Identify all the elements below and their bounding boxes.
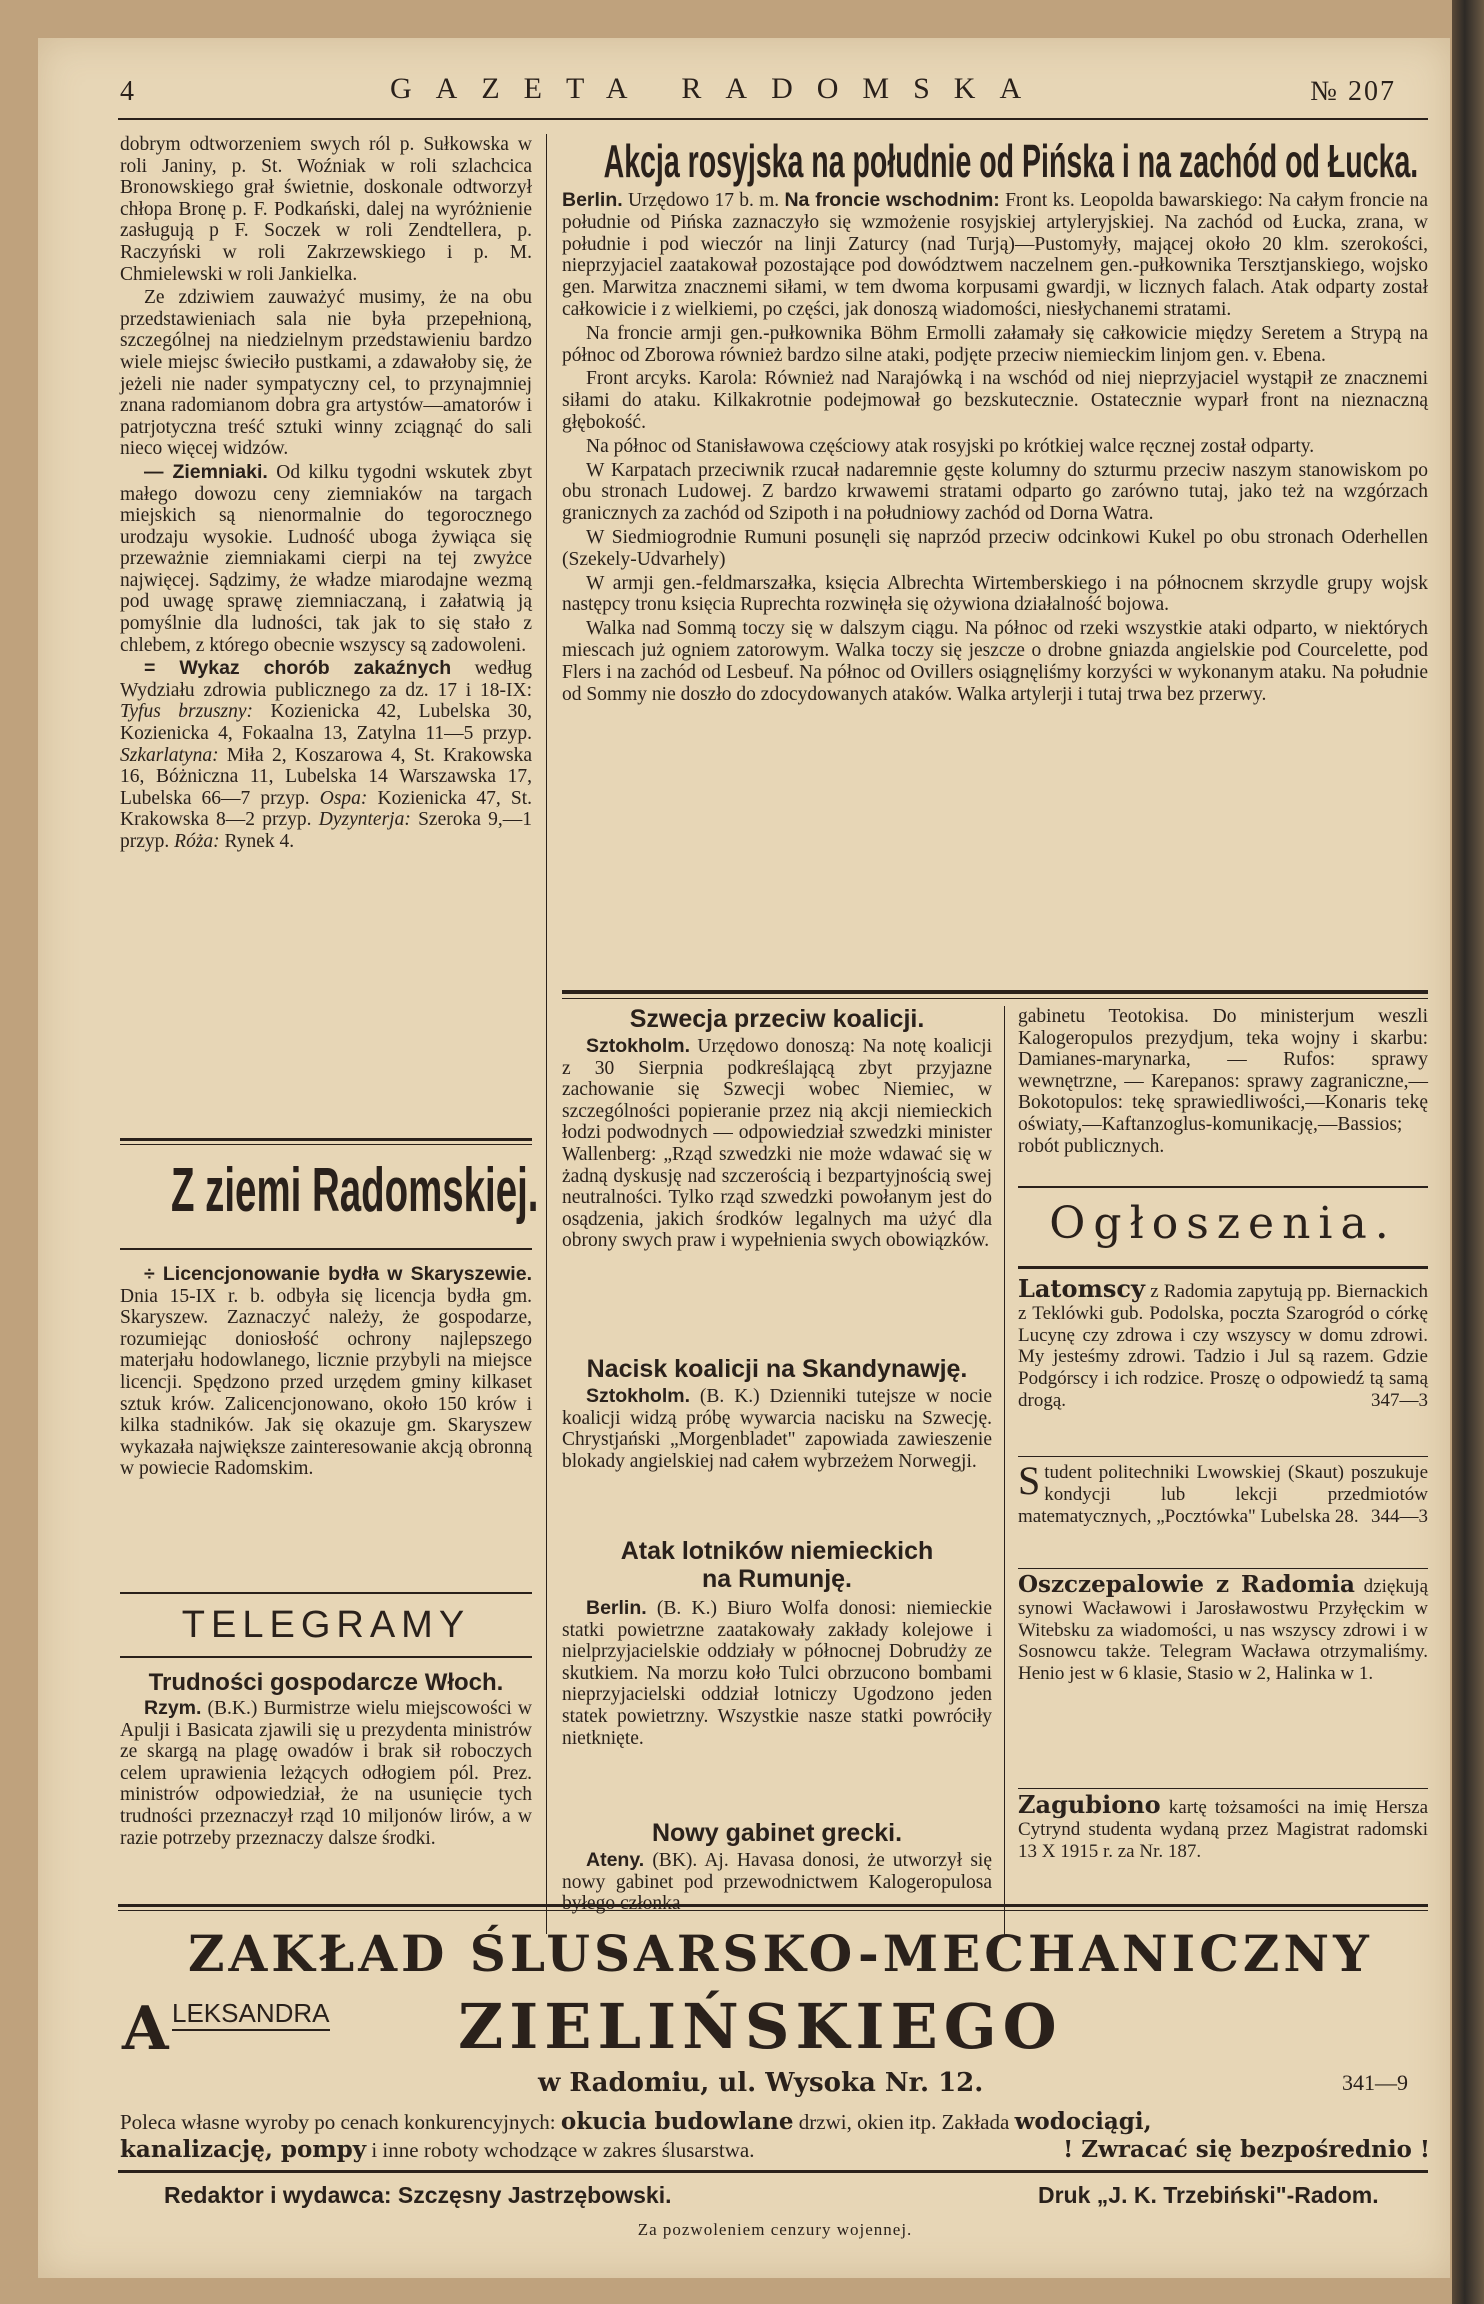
ospa-label: Ospa: xyxy=(319,787,368,809)
licencjonowanie-item xyxy=(120,1264,532,1480)
nacisk-dateline: Sztokholm. xyxy=(586,1385,691,1407)
szwecja-dateline: Sztokholm. xyxy=(586,1035,691,1057)
akcja-paragraph-3: Front arcyks. Karola: Również nad Narajówką i na wschód od niej nieprzyjaciel wystąpił ze znacznemi siłami do ataku. Kilkakrotnie podejmował go bezskutecznie. Ostatecznie wyparł front na nieznaczną głębokość. xyxy=(562,368,1428,433)
banner-top-rule-2 xyxy=(118,1910,1428,1911)
left-column xyxy=(120,134,532,855)
trudnosci-column xyxy=(120,1698,532,1851)
ospa-addresses: Kozienicka 47, St. Krakowska 8—2 przyp. xyxy=(120,787,532,831)
banner-line5-kanalizacje: kanalizację, pompy xyxy=(120,2136,367,2163)
atak-column xyxy=(562,1598,992,1751)
left-divider-3 xyxy=(120,1248,532,1250)
trudnosci-dateline: Rzym. xyxy=(144,1697,202,1719)
banner-line4 xyxy=(120,2108,1430,2135)
banner-line5-zwracac: ! Zwracać się bezpośrednio ! xyxy=(1063,2136,1430,2163)
gabinet-dateline: Ateny. xyxy=(586,1849,645,1871)
szwecja-text: Urzędowo donoszą: Na notę koalicji z 30 Sierpnia podkreślającą zbyt przyjazne zachowanie się Szwecji wobec Niemiec, w szczególności popieranie przez nią akcji niemieckich łodzi podwodnych — odpowiedział szwedzki minister Wallenberg: „Rząd szwedzki nie może wdawać się w żadną dyskusję nad szczerością i bezpartyjnością swej neutralności. Tylko rząd szwedzki powołanym jest do osądzenia, jakich środków legalnych ma użyć dla obrony swych praw i wypełnienia swych obowiązków. xyxy=(562,1036,993,1252)
telegramy-top-rule xyxy=(120,1592,532,1594)
ad-latomscy xyxy=(1018,1274,1428,1412)
ogloszenia-top-rule xyxy=(1018,1186,1428,1188)
ad-zagubiono-lead: Zagubiono xyxy=(1018,1790,1161,1819)
akcja-lead: Urzędowo 17 b. m. xyxy=(627,190,780,211)
licencjonowanie-text: Dnia 15-IX r. b. odbyła się licencja bydła gm. Skaryszew. Zaznaczyć należy, że gospodarze, rozumiejąc doniosłość ochrony najlepszego materjału hodowlanego, licznie przybyli na miejsce licencji. Spędzono przed urzędem gminy kilkaset sztuk krów. Zalicencjonowano, około 150 krów i kilka stadników. Jak się okazuje gm. Skaryszew wykazała największe zainteresowanie akcją obronną w powiecie Radomskim. xyxy=(120,1285,532,1480)
telegramy-bottom-rule xyxy=(120,1656,532,1658)
licencjonowanie-column xyxy=(120,1264,532,1482)
banner-line4-okucia: okucia budowlane xyxy=(560,2108,794,2135)
trudnosci-text: (B.K.) Burmistrze wielu miejscowości w Apulji i Basicata zjawili się u prezydenta ministrów ze skargą na plagę owadów i brak sił roboczych celem uprawienia leżących odłogiem pól. Prez. ministrów odpowiedział, że na usunięcie tych trudności przeznaczył rząd 10 miljonów lirów, a w razie potrzeby przeznaczy dalsze środki. xyxy=(120,1698,532,1849)
choroby-item xyxy=(120,658,532,852)
ogloszenia-title: Ogłoszenia. xyxy=(1049,1198,1397,1249)
akcja-article xyxy=(562,190,1428,707)
akcja-paragraph-5: W Karpatach przeciwnik rzucał nadaremnie gęste kolumny do szturmu przeciw naszym stanowiskom po obu stronach Ludowej. Z bardzo krwawemi stratami odparto go zarówno tutaj, jako też na wzgórzach granicznych za zachód od Szipoth i na południowy zachód od Dorna Watra. xyxy=(562,459,1428,525)
footer-censor: Za pozwoleniem cenzury wojennej. xyxy=(637,2220,913,2239)
newspaper-title: GAZETA RADOMSKA xyxy=(390,72,1046,105)
ad-latomscy-text: z Radomia zapytują pp. Biernackich z Teklówki gub. Podolska, poczta Szarogród o córkę Lucynę czy zdrowa i czy wszyscy w domu zdrowi. My jesteśmy zdrowi. Tadzio i Jul są razem. Gdzie Podgórscy i ich rodzice. Proszę o odpowiedź tą samą drogą. xyxy=(1018,1281,1428,1411)
szwecja-title: Szwecja przeciw koalicji. xyxy=(629,1005,925,1033)
choroby-source: według Wydziału zdrowia publicznego za dz. 17 i 18-IX: xyxy=(120,658,532,701)
szkarlatyna-label: Szkarlatyna: xyxy=(120,744,219,766)
newspaper-page xyxy=(38,38,1450,2278)
dyzynterja-addresses: Szeroka 9,—1 przyp. xyxy=(120,809,532,852)
issue-number: № 207 xyxy=(1310,76,1396,107)
roza-addresses: Rynek 4. xyxy=(224,831,295,852)
theatre-review-paragraph: Ze zdziwiem zauważyć musimy, że na obu przedstawieniach sala nie była przepełnioną, szczególnej na niedzielnym przedstawieniu bardzo wiele miejsc świeciło pustkami, a zdawałoby się, że jeżeli nie nader sympatyczny cel, to przynajmniej znana radomianom dobra gra artystów—amatorów i patrjotyczna treść sztuki winny zciągnąć do sali nieco więcej widzów. xyxy=(120,287,532,460)
banner-top-rule xyxy=(118,1904,1428,1907)
atak-dateline: Berlin. xyxy=(586,1597,647,1619)
banner-address: w Radomiu, ul. Wysoka Nr. 12. xyxy=(538,2068,984,2098)
ziemniaki-item xyxy=(120,462,532,656)
banner-line1: ZAKŁAD ŚLUSARSKO-MECHANICZNY xyxy=(188,1924,1373,1983)
akcja-paragraph-4: Na północ od Stanisławowa częściowy atak rosyjski po krótkiej walce ręcznej został odparty. xyxy=(586,435,1315,457)
banner-line5-text-b: i inne roboty wchodzące w zakres ślusarstwa. xyxy=(371,2138,755,2162)
banner-first-name: LEKSANDRA xyxy=(172,1998,330,2031)
nacisk-column xyxy=(562,1386,992,1474)
szwecja-column xyxy=(562,1036,992,1254)
trudnosci-title: Trudności gospodarcze Włoch. xyxy=(148,1669,504,1696)
szwecja-item xyxy=(562,1036,992,1252)
left-divider-2 xyxy=(120,1144,532,1145)
akcja-text-1: Front ks. Leopolda bawarskiego: Na całym froncie na południe od Pińska zaznaczyło się wzmożenie rosyjskiej artyleryjskiej. Na zachód od Łucka, zrana, w południe i pod wieczór na linji Zaturcy (nad Turją)—Pustomyły, mającej około 20 klm. szerokości, nieprzyjaciel zaatakował pozostające pod dowództwem naczelnem gen.-pułkownika Tersztjanskiego, wojsko gen. Marwitza znacznemi siłami, w tem dwoma korpusami gwardji, w licznych falach. Atak odparty został całkowicie i z wielkiemi, po części, jak donoszą wiadomości, niesłychanemi stratami. xyxy=(562,190,1429,320)
ad-latomscy-code: 347—3 xyxy=(1371,1389,1428,1411)
nacisk-title: Nacisk koalicji na Skandynawję. xyxy=(586,1355,968,1383)
column-divider-right xyxy=(1004,1006,1005,1936)
ogloszenia-bottom-rule xyxy=(1018,1266,1428,1269)
footer-printer: Druk „J. K. Trzebiński"-Radom. xyxy=(1038,2182,1379,2208)
banner-line4-text-a: Poleca własne wyroby po cenach konkurencyjnych: xyxy=(120,2110,556,2134)
page-binding-edge xyxy=(1452,0,1484,2304)
left-divider-1 xyxy=(120,1138,532,1141)
akcja-bottom-rule-2 xyxy=(562,998,1428,999)
roza-label: Róża: xyxy=(174,831,220,852)
trudnosci-item xyxy=(120,1698,532,1849)
banner-code: 341—9 xyxy=(1342,2070,1408,2095)
akcja-paragraph-8: Walka nad Sommą toczy się w dalszym ciągu. Na północ od rzeki wszystkie ataki odparto, w niektórych miescach już ogniem zatorowym. Walka toczy się jeszcze o drobne gniazda angielskie pod Courcelette, pod Flers i na zachód od Lesbeuf. Na północ od Ovillers osiągnęliśmy korzyści w wykonanym ataku. Na południe od Sommy nie doszło do zdocydowanych ataków. Walka artylerji i tutaj trwa bez przerwy. xyxy=(562,618,1428,705)
akcja-dateline: Berlin. xyxy=(562,189,623,211)
footer-editor: Redaktor i wydawca: Szczęsny Jastrzębowski. xyxy=(164,2182,672,2208)
ad-oszczepalowie-text: dziękują synowi Wacławowi i Jarosławostwu Przyłęckim w Witebsku za wiadomości, u nas wszyscy zdrowi i w Sosnowcu także. Telegram Wacława otrzymaliśmy. Henio jest w 6 klasie, Stasio w 2, Halinka w 1. xyxy=(1018,1576,1429,1685)
telegramy-title: TELEGRAMY xyxy=(181,1604,471,1646)
ad-student-code: 344—3 xyxy=(1371,1505,1428,1527)
banner-surname: ZIELIŃSKIEGO xyxy=(458,1990,1063,2063)
atak-item xyxy=(562,1598,992,1749)
atak-title-line2: na Rumunję. xyxy=(701,1565,852,1593)
masthead xyxy=(120,72,1420,112)
ad-zagubiono-text: kartę tożsamości na imię Hersza Cytrynd studenta wydaną przez Magistrat radomski 13 X 1915 r. za Nr. 187. xyxy=(1018,1797,1429,1862)
gabinet-continuation xyxy=(1018,1006,1428,1159)
ziemniaki-lead: — Ziemniaki. xyxy=(144,460,268,483)
ad-divider-2 xyxy=(1018,1568,1428,1569)
atak-title-line1: Atak lotników niemieckich xyxy=(620,1537,934,1565)
ad-student-text: tudent politechniki Lwowskiej (Skaut) poszukuje kondycji lub lekcji przedmiotów matematycznych, „Pocztówka" Lubelska 28. xyxy=(1018,1462,1428,1527)
akcja-front-label: Na froncie wschodnim: xyxy=(784,189,1000,211)
ad-student xyxy=(1018,1458,1428,1527)
dyzynterja-label: Dyzynterja: xyxy=(318,809,411,831)
banner-line5 xyxy=(120,2136,1430,2163)
ad-latomscy-lead: Latomscy xyxy=(1018,1274,1145,1303)
banner-initial: A xyxy=(122,1994,169,2064)
banner-line4-text-c: drzwi, okien itp. Zakłada xyxy=(798,2110,1010,2134)
ad-divider-1 xyxy=(1018,1456,1428,1457)
header-rule xyxy=(118,118,1428,120)
atak-text: (B. K.) Biuro Wolfa donosi: niemieckie statki powietrzne zaatakowały zakłady kolejowe i nielprzyjacielskie oddziały w północnej Dobrudży ze skutkiem. Na morzu koło Tulci obrzucono bombami nieprzyjacielski oddział lotniczy Ugodzono jeden statek powietrzny. Wszystkie nasze statki powróciły nietknięte. xyxy=(562,1598,992,1749)
ad-student-initial: S xyxy=(1018,1458,1041,1503)
page-number: 4 xyxy=(120,76,136,107)
column-divider-left xyxy=(546,134,547,1934)
akcja-paragraph-1 xyxy=(562,190,1428,321)
footer-rule xyxy=(118,2170,1428,2173)
ad-divider-3 xyxy=(1018,1788,1428,1789)
theatre-review-end: dobrym odtworzeniem swych ról p. Sułkowska w roli Janiny, p. St. Woźniak w roli szlachcica Bronowskiego grał świetnie, doskonale odtworzył chłopa Bronę p. F. Podkański, dalej na wyróżnienie zasługują p F. Soczek w roli Zendtellera, p. Raczyński w roli Zakrzewskiego i p. M. Chmielewski w roli Jankielka. xyxy=(120,134,532,285)
nacisk-text: (B. K.) Dzienniki tutejsze w nocie koalicji widzą próbę wywarcia nacisku na Szwecję. Chrystjański „Morgenbladet" zapowiada zawieszenie blokady angielskiej nad całem wybrzeżem Norwegji. xyxy=(562,1386,993,1472)
akcja-bottom-rule-1 xyxy=(562,990,1428,994)
akcja-paragraph-6: W Siedmiogrodnie Rumuni posunęli się naprzód przeciw odcinkowi Kukel po obu stronach Oderhellen (Szekely-Udvarhely) xyxy=(562,526,1428,570)
tyfus-addresses: Kozienicka 42, Lubelska 30, Kozienicka 4, Fokaalna 13, Zatylna 11—5 przyp. xyxy=(120,701,532,745)
ad-zagubiono xyxy=(1018,1790,1429,1862)
nacisk-item xyxy=(562,1386,992,1472)
gabinet-continuation-text: gabinetu Teotokisa. Do ministerjum weszli Kalogeropulos prezydjum, teka wojny i skarbu: Damianes-marynarka, — Rufos: sprawy wewnętrzne, — Karepanos: sprawy zagraniczne,—Bokotopulos: tekę sprawiedliwości,—Konaris tekę oświaty,—Kaftanzoglus-komunikację,—Bassios; robót publicznych. xyxy=(1018,1006,1428,1157)
licencjonowanie-lead: ÷ Licencjonowanie bydła w Skaryszewie. xyxy=(144,1263,532,1285)
choroby-lead: = Wykaz chorób zakaźnych xyxy=(144,657,452,680)
gabinet-title: Nowy gabinet grecki. xyxy=(651,1819,903,1847)
ziemniaki-text: Od kilku tygodni wskutek zbyt małego dowozu ceny ziemniaków na targach miejskich są nienormalnie do tegorocznego urodzaju wysokie. Ludność uboga żywiąca się przeważnie ziemniakami cierpi na tej zwyżce najwięcej. Sądzimy, że władze miarodajne wezmą pod uwagę sprawę ziemniaczaną, i załatwią ją pomyślnie dla ludności, tak jak to się stało z chlebem, z którego obecnie wszyscy są zadowoleni. xyxy=(120,461,532,656)
ad-oszczepalowie xyxy=(1018,1571,1429,1685)
akcja-headline: Akcja rosyjska na południe od Pińska i na zachód od Łucka. xyxy=(603,135,1419,187)
szkarlatyna-addresses: Miła 2, Koszarowa 4, St. Krakowska 16, Bóżniczna 11, Lubelska 14 Warszawska 17, Lubelska 66—7 przyp. xyxy=(120,744,532,809)
ad-oszczepalowie-lead: Oszczepalowie z Radomia xyxy=(1018,1571,1355,1598)
banner-line4-wodociagi: wodociągi, xyxy=(1014,2108,1152,2135)
tyfus-label: Tyfus brzuszny: xyxy=(120,701,254,723)
akcja-paragraph-7: W armji gen.-feldmarszałka, księcia Albrechta Wirtemberskiego i na północnem skrzydle grupy wojsk następcy tronu księcia Ruprechta rozwinęła się ożywiona działalność bojowa. xyxy=(562,572,1428,616)
section-title-ziemi-radomskiej: Z ziemi Radomskiej. xyxy=(171,1156,539,1225)
gabinet-text: (BK). Aj. Havasa donosi, że utworzył się nowy gabinet pod przewodnictwem Kalogeropulosa xyxy=(562,1850,993,1893)
akcja-paragraph-2: Na froncie armji gen.-pułkownika Böhm Ermolli załamały się całkowicie między Seretem a Strypą na północ od Zborowa również bardzo silne ataki, podjęte przeciw niemieckim linjom gen. v. Ebena. xyxy=(562,322,1428,366)
